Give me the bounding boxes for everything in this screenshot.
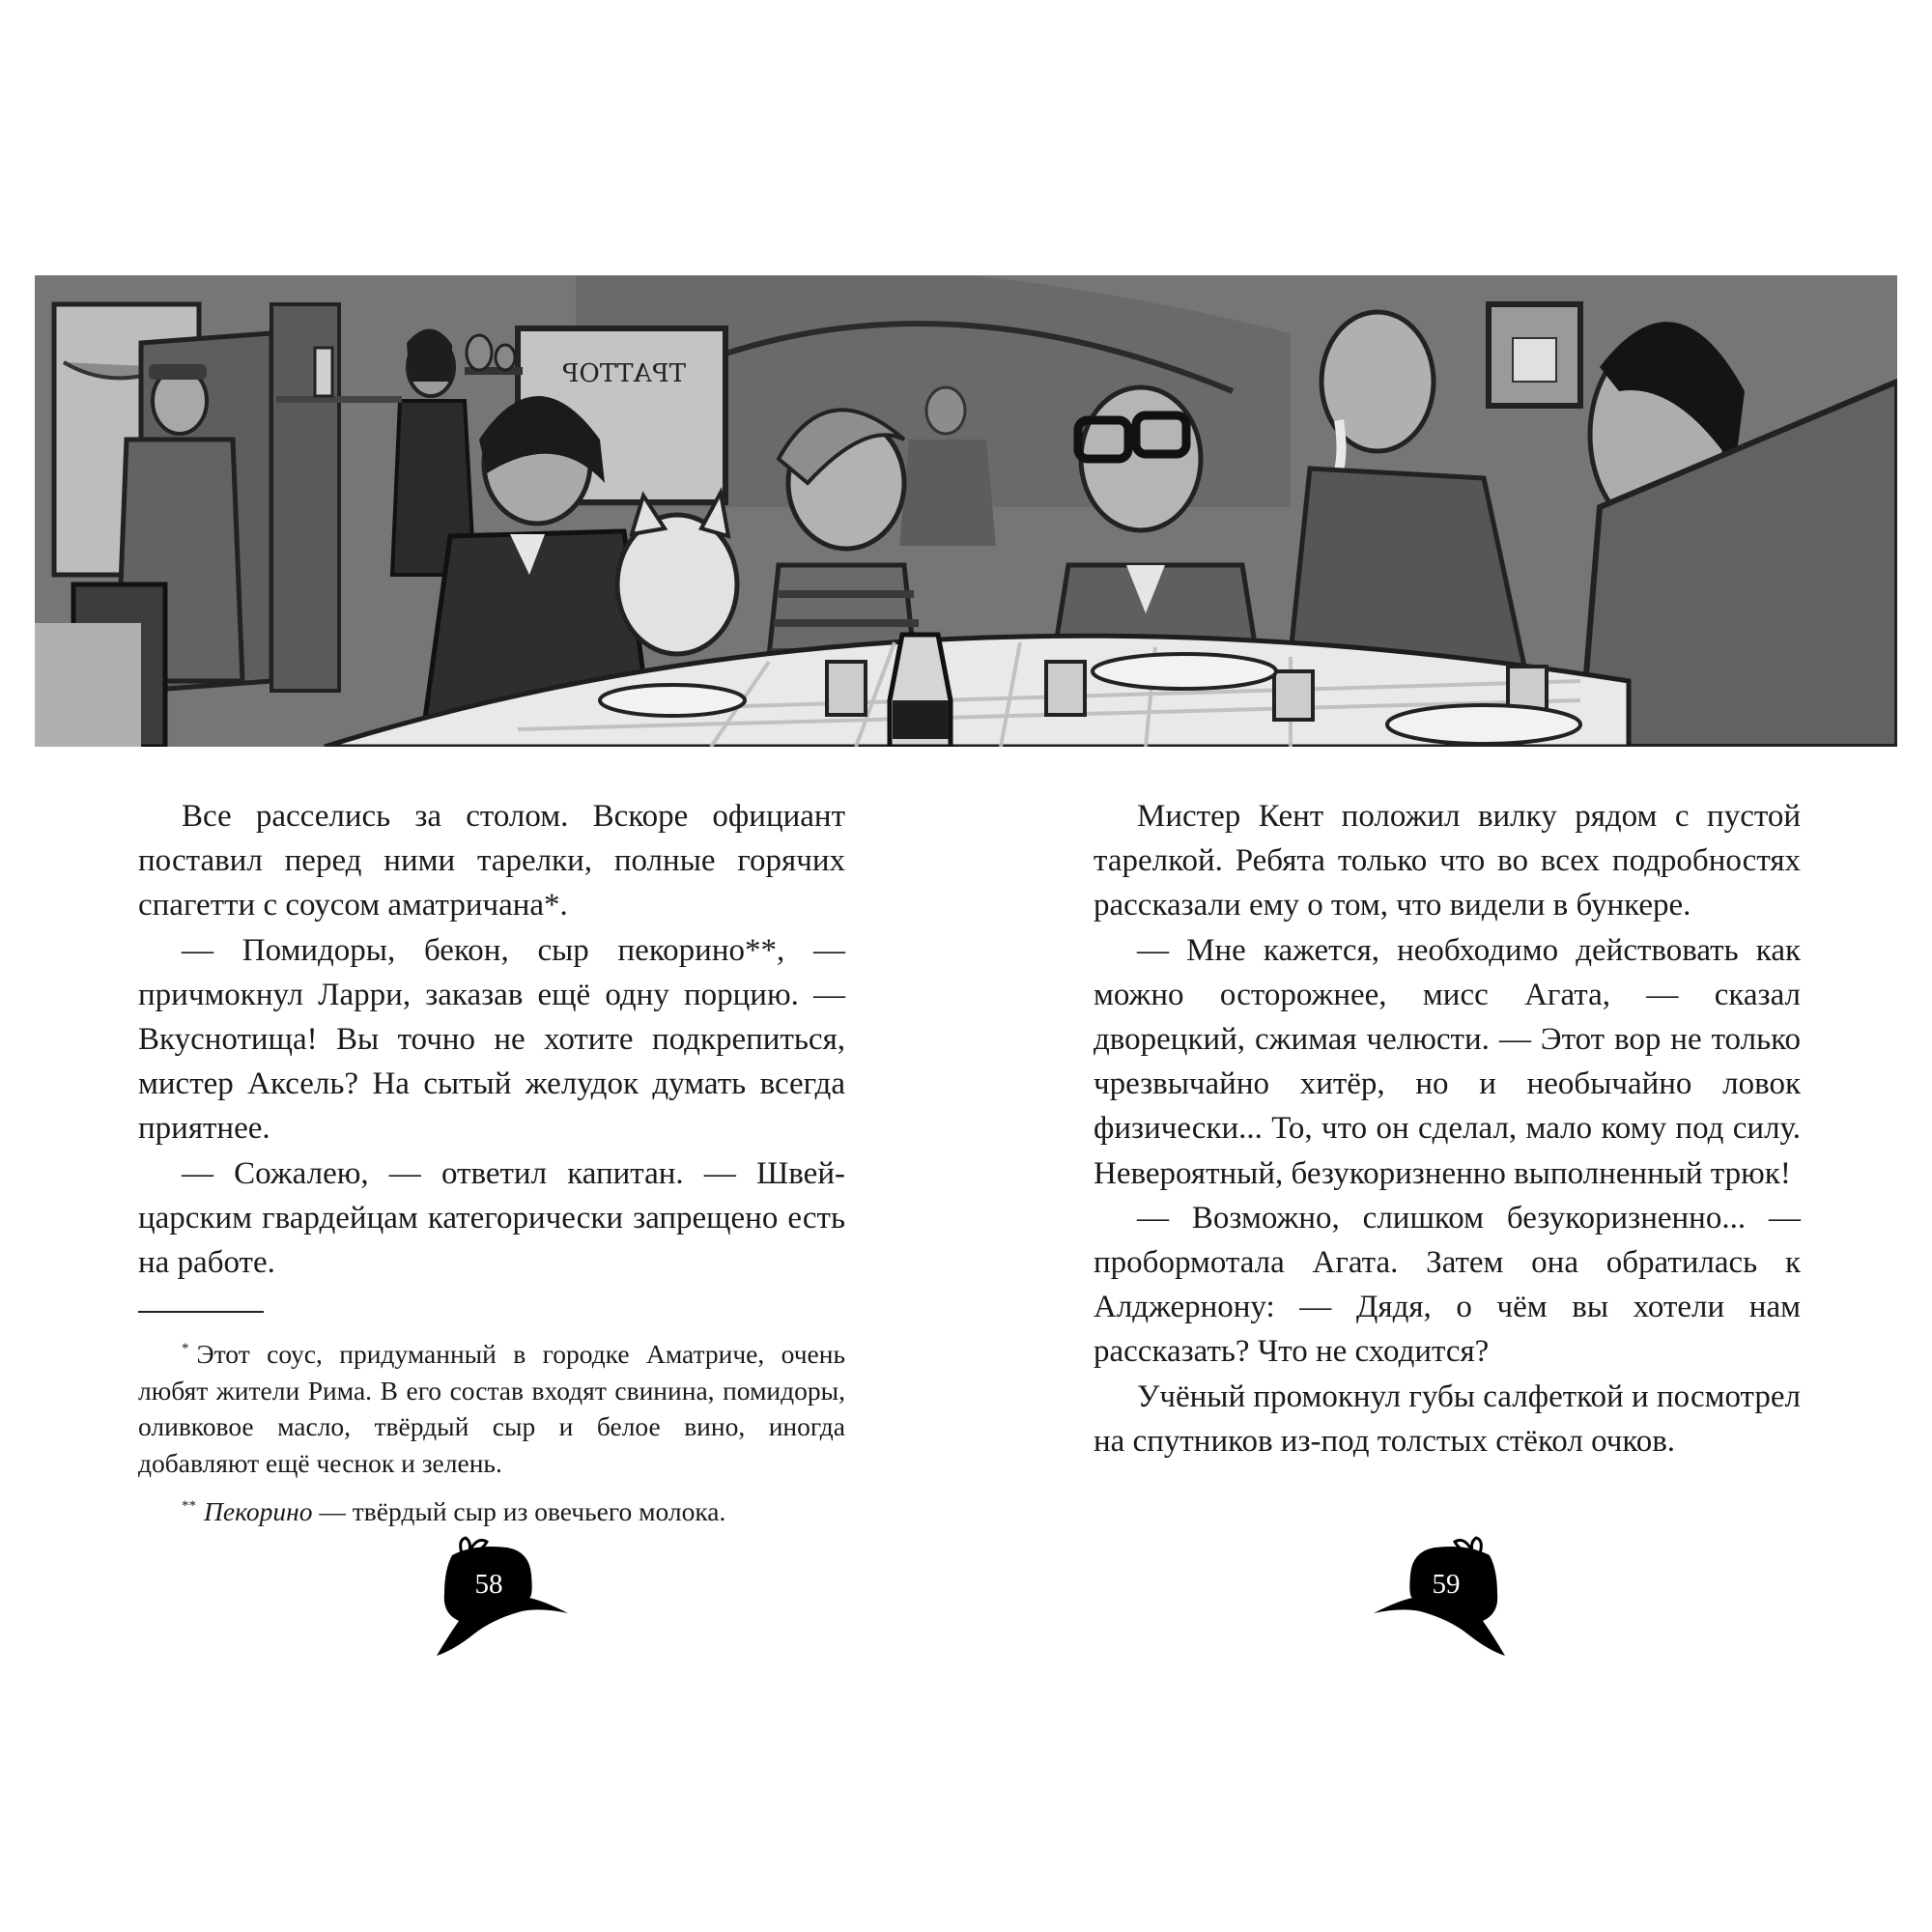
footnote-text: — твёрдый сыр из овечьего молока. [312,1496,726,1526]
page-number-58 [415,1526,589,1662]
footnote-term: Пекорино [204,1496,313,1526]
footnote-1 [138,1331,845,1481]
paragraph: — Помидоры, бекон, сыр пекорино**, — причмокнул Ларри, заказав ещё одну порцию. — Вкуснотища! Вы точно не хотите подкрепиться, мистер Аксель? На сытый желудок думать всегда приятнее. [138,932,845,1147]
paragraph: — Сожалею, — ответил капитан. — Швейцарским гвардейцам категорически запрещено есть на работе. [138,1155,845,1281]
footnote-divider [138,1311,264,1313]
paragraph: Все расселись за столом. Вскоре официант поставил перед ними тарелки, полные горячих спагетти с соусом аматричана*. [138,799,845,923]
page-number: 58 [474,1569,503,1600]
footnotes [138,1331,845,1530]
footnote-2 [138,1489,845,1530]
page-number-59 [1352,1526,1526,1662]
page-number: 59 [1432,1569,1461,1600]
paragraph: Учёный промокнул губы салфеткой и посмотрел на спутников из-под толстых стёкол очков. [1094,1378,1801,1459]
footnote-marker: ** [182,1498,196,1514]
paragraph: — Возможно, слишком безукоризненно... — пробормотала Агата. Затем она обратилась к Алджернону: — Дядя, о чём вы хотели нам рассказать? Что не сходится? [1094,1200,1801,1370]
window-sign-text: ТРАТТОР [561,359,687,388]
footnote-text: Этот соус, придуманный в городке Аматриче, очень любят жители Рима. В его состав входят свинина, помидоры, оливковое масло, твёрдый сыр и белое вино, иногда добавляют ещё чеснок и зелень. [138,1339,845,1478]
footnote-marker: * [182,1341,189,1356]
trattoria-illustration [35,275,1897,747]
paragraph: Мистер Кент положил вилку рядом с пустой тарелкой. Ребята только что во всех подробностях рассказали ему о том, что видели в бункере. [1094,799,1801,923]
illustration-art [35,275,1897,747]
left-page-body [138,794,845,1285]
paragraph: — Мне кажется, необходимо действовать как можно осторожнее, мисс Агата, — сказал дворецкий, сжимая челюсти. — Этот вор не только чрезвычайно хитёр, но и необычайно ловок физически... То, что он сделал, мало кому под силу. Невероятный, безукоризненно выполненный трюк! [1094,932,1801,1191]
right-page-body [1094,794,1801,1463]
